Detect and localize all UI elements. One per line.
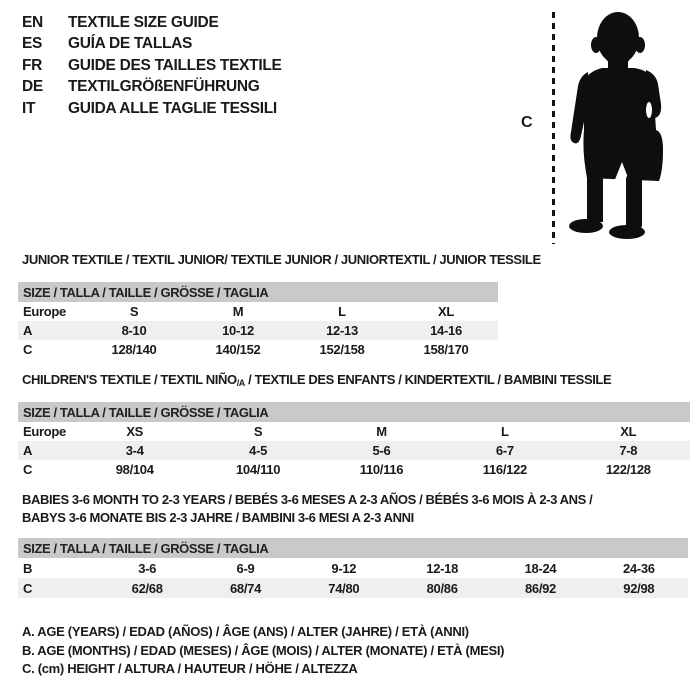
table-cell: M — [232, 304, 244, 319]
row-label: A — [18, 321, 82, 340]
size-header-bar: SIZE / TALLA / TAILLE / GRÖSSE / TAGLIA — [18, 282, 498, 302]
row-label: C — [23, 462, 33, 477]
table-cell: 12-13 — [290, 321, 394, 340]
table-row — [18, 460, 690, 479]
table-cell: 68/74 — [196, 578, 294, 598]
language-label: GUIDA ALLE TAGLIE TESSILI — [68, 99, 277, 117]
table-cell: 128/140 — [111, 342, 157, 357]
section-title-babies-line2: BABYS 3-6 MONATE BIS 2-3 JAHRE / BAMBINI 3-6 MESI A 2-3 ANNI — [22, 510, 414, 525]
table-cell: S — [253, 424, 263, 439]
toddler-silhouette-icon — [558, 6, 698, 250]
table-row — [18, 422, 690, 441]
row-label: C — [18, 578, 98, 598]
table-cell: 74/80 — [295, 578, 393, 598]
size-header-bar: SIZE / TALLA / TAILLE / GRÖSSE / TAGLIA — [18, 538, 688, 558]
title-subscript: /A — [236, 378, 245, 388]
table-cell: 14-16 — [394, 321, 498, 340]
row-label: Europe — [23, 424, 66, 439]
table-row — [18, 441, 690, 460]
footnote-a: A. AGE (YEARS) / EDAD (AÑOS) / ÂGE (ANS) / ALTER (JAHRE) / ETÀ (ANNI) — [22, 624, 469, 639]
footnote-b: B. AGE (MONTHS) / EDAD (MESES) / ÂGE (MOIS) / ALTER (MONATE) / ETÀ (MESI) — [22, 642, 505, 658]
language-row-de — [22, 77, 282, 99]
table-cell: 12-18 — [426, 560, 459, 576]
table-cell: 158/170 — [423, 342, 469, 357]
table-cell: 80/86 — [393, 578, 491, 598]
table-cell: 9-12 — [331, 560, 357, 576]
table-row — [18, 558, 688, 578]
height-measure-dashed-line — [552, 12, 555, 244]
row-label: B — [23, 560, 33, 576]
language-row-it — [22, 98, 282, 120]
language-code: ES — [22, 35, 43, 53]
table-cell: 3-6 — [138, 560, 157, 576]
table-row — [18, 321, 498, 340]
table-cell: XS — [126, 424, 144, 439]
children-size-table — [18, 402, 690, 479]
language-label: GUÍA DE TALLAS — [68, 35, 193, 53]
table-cell: L — [501, 424, 509, 439]
table-cell: 98/104 — [115, 462, 154, 477]
table-cell: 140/152 — [215, 342, 261, 357]
language-label: TEXTILGRÖßENFÜHRUNG — [68, 78, 260, 96]
table-cell: 5-6 — [320, 441, 443, 460]
section-title-junior: JUNIOR TEXTILE / TEXTIL JUNIOR/ TEXTILE JUNIOR / JUNIORTEXTIL / JUNIOR TESSILE — [22, 252, 541, 267]
table-cell: 3-4 — [73, 441, 196, 460]
title-part: / TEXTILE DES ENFANTS / KINDERTEXTIL / BAMBINI TESSILE — [244, 372, 612, 387]
language-code: IT — [22, 99, 36, 117]
language-row-es — [22, 34, 282, 56]
language-code: FR — [22, 56, 43, 74]
table-cell: 92/98 — [590, 578, 688, 598]
row-label: C — [23, 342, 33, 357]
table-cell: 6-9 — [236, 560, 255, 576]
table-cell: 152/158 — [319, 342, 365, 357]
language-row-fr — [22, 55, 282, 77]
babies-size-table — [18, 538, 688, 598]
table-cell: XL — [620, 424, 637, 439]
table-cell: 10-12 — [186, 321, 290, 340]
table-cell: 86/92 — [491, 578, 589, 598]
language-list — [22, 12, 282, 120]
table-cell: 110/116 — [359, 462, 404, 477]
table-cell: 104/110 — [235, 462, 281, 477]
table-row — [18, 578, 688, 598]
table-cell: L — [338, 304, 346, 319]
size-header-bar: SIZE / TALLA / TAILLE / GRÖSSE / TAGLIA — [18, 402, 690, 422]
language-label: GUIDE DES TAILLES TEXTILE — [68, 56, 282, 74]
table-cell: 18-24 — [524, 560, 557, 576]
junior-size-table — [18, 282, 498, 359]
table-cell: M — [376, 424, 387, 439]
height-measure-label: C — [521, 114, 533, 131]
table-cell: 62/68 — [98, 578, 196, 598]
row-label: Europe — [23, 304, 66, 319]
table-cell: 7-8 — [567, 441, 690, 460]
title-part: CHILDREN'S TEXTILE / TEXTIL NIÑO — [22, 372, 237, 387]
section-title-children — [22, 372, 611, 388]
footnotes — [22, 624, 504, 680]
table-row — [18, 340, 498, 359]
table-cell: 122/128 — [605, 462, 651, 477]
table-cell: 24-36 — [622, 560, 655, 576]
language-code: EN — [22, 13, 43, 31]
table-cell: 6-7 — [443, 441, 566, 460]
table-cell: 8-10 — [82, 321, 186, 340]
table-cell: S — [129, 304, 139, 319]
footnote-c: C. (cm) HEIGHT / ALTURA / HAUTEUR / HÖHE / ALTEZZA — [22, 661, 358, 676]
table-row — [18, 302, 498, 321]
language-row-en — [22, 12, 282, 34]
language-label: TEXTILE SIZE GUIDE — [68, 13, 219, 31]
table-cell: 4-5 — [196, 441, 319, 460]
table-cell: XL — [437, 304, 454, 319]
table-cell: 116/122 — [482, 462, 527, 477]
row-label: A — [18, 441, 73, 460]
section-title-babies-line1: BABIES 3-6 MONTH TO 2-3 YEARS / BEBÉS 3-6 MESES A 2-3 AÑOS / BÉBÉS 3-6 MOIS À 2-3 ANS / — [22, 492, 593, 507]
language-code: DE — [22, 78, 43, 96]
